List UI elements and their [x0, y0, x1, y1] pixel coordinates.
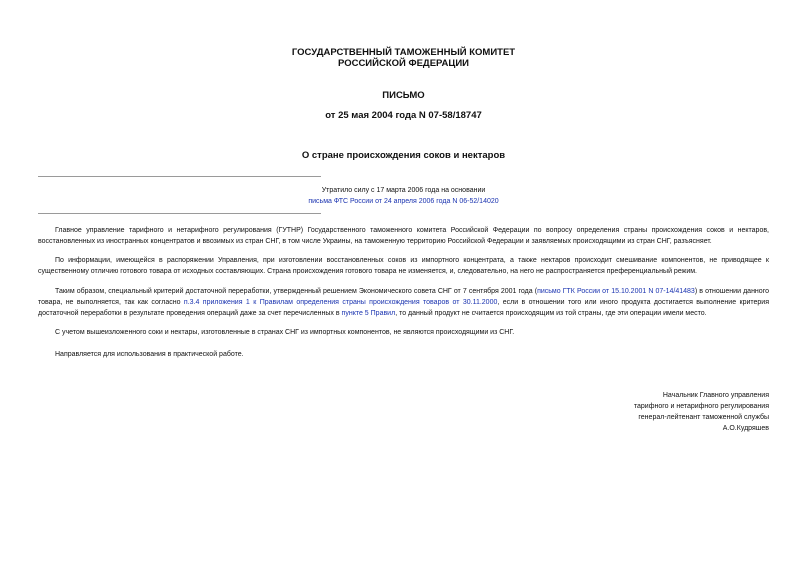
- reference-link-clause[interactable]: пункте 5 Правил: [341, 309, 396, 317]
- paragraph-3-text-4: , то данный продукт не считается происходящим из той страны, где эти операции имели место.: [395, 309, 707, 317]
- document-date: от 25 мая 2004 года N 07-58/18747: [325, 110, 482, 121]
- divider-top: [38, 176, 321, 177]
- paragraph-1: Главное управление тарифного и нетарифного регулирования (ГУТНР) Государственного таможенного комитета Российской Федерации по вопросу определения страны происхождения соков и нектаров, восстановленных из иностранных концентратов и ввозимых из стран СНГ, в том числе Украины, на таможенную территорию Российской Федерации и заявляемых происходящими из стран СНГ, разъясняет.: [38, 227, 769, 245]
- issuer-line-1: ГОСУДАРСТВЕННЫЙ ТАМОЖЕННЫЙ КОМИТЕТ: [291, 47, 516, 58]
- reference-link-rules[interactable]: п.3.4 приложения 1 к Правилам определения страны происхождения товаров от 30.11.2000: [183, 298, 498, 306]
- expiry-link-row: [0, 198, 807, 205]
- document-title: О стране происхождения соков и нектаров: [301, 150, 506, 161]
- paragraph-4: С учетом вышеизложенного соки и нектары, изготовленные в странах СНГ из импортных компонентов, не являются происходящими из СНГ.: [55, 329, 515, 336]
- issuer-line-2: РОССИЙСКОЙ ФЕДЕРАЦИИ: [337, 58, 469, 69]
- paragraph-3: [38, 287, 769, 319]
- expiry-link[interactable]: письма ФТС России от 24 апреля 2006 года N 06-52/14020: [308, 198, 499, 205]
- paragraph-3-text-2: ) в отношении данного товара, не выполняется, так как согласно: [38, 288, 769, 306]
- paragraph-5: Направляется для использования в практической работе.: [55, 351, 244, 358]
- reference-link-letter[interactable]: письмо ГТК России от 15.10.2001 N 07-14/41483: [537, 288, 695, 295]
- signature-rank: генерал-лейтенант таможенной службы: [638, 414, 769, 421]
- expiry-note: Утратило силу с 17 марта 2006 года на основании: [321, 187, 486, 194]
- divider-bottom: [38, 213, 321, 214]
- document-type: ПИСЬМО: [382, 90, 425, 101]
- paragraph-2: По информации, имеющейся в распоряжении Управления, при изготовлении восстановленных соков из импортного концентрата, а также нектаров происходит смешивание компонентов, не приводящее к существенному отличию готового товара от исходных составляющих. Страна происхождения готового товара не изменяется, и, следовательно, на него не распространяется преференциальный режим.: [38, 257, 769, 275]
- signature-position: Начальник Главного управления: [662, 392, 769, 399]
- paragraph-3-text-3: , если в отношении того или иного продукта достигается выполнение критерия достаточной переработки в результате проведения операций даже за счет перечисленных в: [38, 298, 769, 317]
- signatory-name: А.О.Кудряшев: [722, 425, 769, 432]
- paragraph-3-text-1: Таким образом, специальный критерий достаточной переработки, утвержденный решением Экономического совета СНГ от 7 сентября 2001 года (: [55, 288, 538, 295]
- signature-department: тарифного и нетарифного регулирования: [633, 403, 769, 410]
